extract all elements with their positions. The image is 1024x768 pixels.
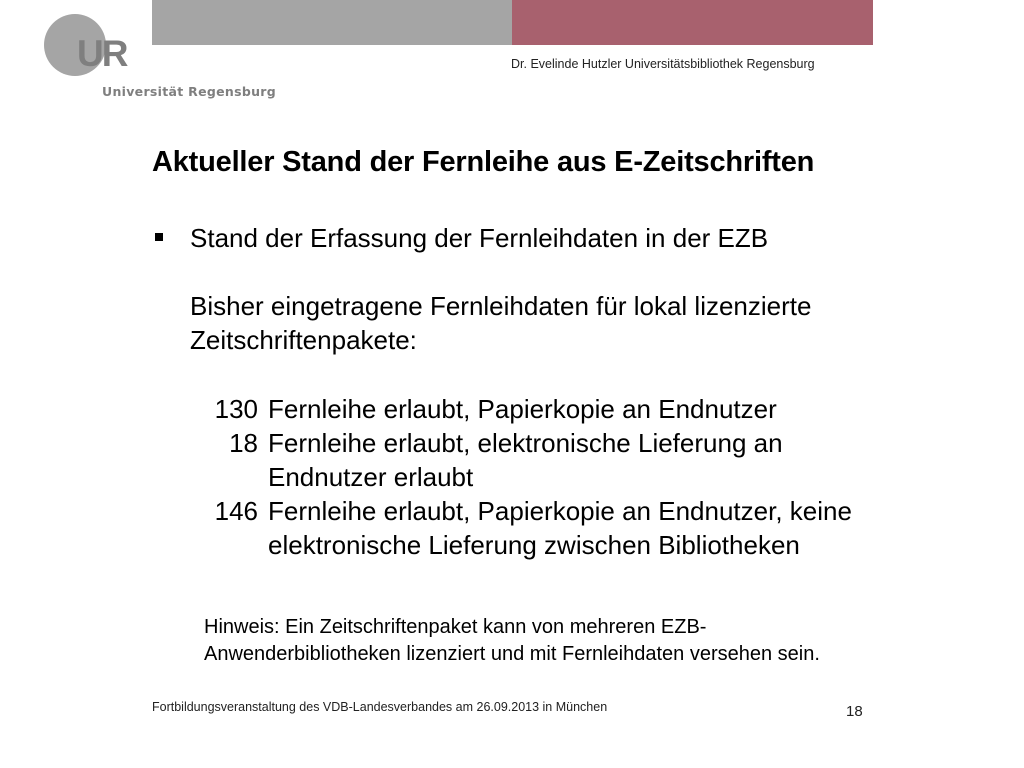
page-number: 18 [846,703,863,720]
item-text: Fernleihe erlaubt, Papierkopie an Endnutzer, keine [268,496,852,526]
item-count: 18 [229,428,258,458]
author-line: Dr. Evelinde Hutzler Universitätsbibliothek Regensburg [511,57,815,71]
intro-line-1: Bisher eingetragene Fernleihdaten für lokal lizenzierte [190,291,812,321]
item-text-continued: elektronische Lieferung zwischen Bibliotheken [268,530,800,560]
logo-letters: UR [77,33,127,74]
note-block [204,614,820,668]
item-text: Fernleihe erlaubt, elektronische Lieferung an [268,428,783,458]
header-red-bar [512,0,873,45]
intro-line-2: Zeitschriftenpakete: [190,325,417,355]
item-text-continued: Endnutzer erlaubt [268,462,474,492]
slide-title: Aktueller Stand der Fernleihe aus E-Zeitschriften [152,146,815,178]
item-count: 146 [214,496,258,526]
bullet-text: Stand der Erfassung der Fernleihdaten in der EZB [190,223,769,253]
item-row-1 [204,394,777,424]
note-line-2: Anwenderbibliotheken lizenziert und mit Fernleihdaten versehen sein. [204,643,820,665]
item-count: 130 [214,394,258,424]
bullet-square-icon [155,233,163,241]
footer-text: Fortbildungsveranstaltung des VDB-Landesverbandes am 26.09.2013 in München [152,700,608,714]
logo-university-name: Universität Regensburg [102,84,277,99]
item-row-3 [204,496,852,526]
university-logo [44,14,277,104]
item-row-2 [204,428,783,458]
item-text: Fernleihe erlaubt, Papierkopie an Endnutzer [268,394,777,424]
note-line-1: Hinweis: Ein Zeitschriftenpaket kann von mehreren EZB- [204,616,707,638]
